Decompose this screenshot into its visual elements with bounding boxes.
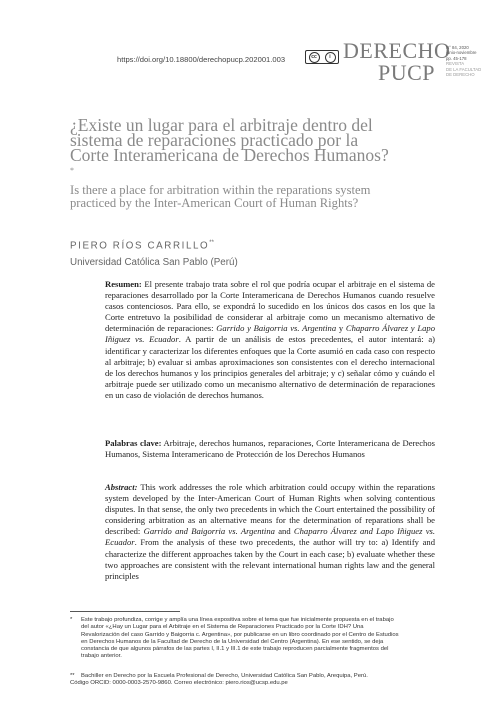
resumen-case-2: Chaparro Álvarez y Lapo Iñiguez vs. Ecuador [105, 323, 435, 345]
issue-pages: pp. 45-178 [446, 55, 467, 61]
journal-subtitle-3: DE DERECHO [446, 72, 475, 78]
abstract-paragraph [105, 482, 435, 582]
issue-number: N° 84, 2020 [446, 45, 469, 50]
abstract-label: Abstract: [105, 482, 138, 492]
footnote-2-orcid: Código ORCID: 0000-0003-2570-9860. Correo electrónico: piero.rios@ucsp.edu.pe [70, 680, 288, 687]
keywords-text: Arbitraje, derechos humanos, reparaciones, Corte Interamericana de Derechos Humanos, Sistema Interamericano de Protección de los Derechos Humanos [105, 438, 435, 460]
abstract-case-1: Garrido and Baigorria vs. Argentina [143, 526, 275, 537]
title-spanish [70, 115, 390, 182]
author-name-text: PIERO RÍOS CARRILLO [70, 240, 210, 252]
issue-period: junio-noviembre [446, 50, 477, 56]
author-name [70, 240, 214, 251]
keywords-label: Palabras clave: [105, 438, 162, 448]
footnote-1 [70, 617, 400, 661]
title-footnote-mark: * [70, 166, 74, 175]
resumen-case-1: Garrido y Baigorria vs. Argentina [216, 323, 337, 334]
journal-subtitle-2: DE LA FACULTAD [446, 66, 482, 72]
doi-link[interactable]: https://doi.org/10.18800/derechopucp.202001.003 [117, 55, 286, 64]
journal-logo-pucp: PUCP [378, 60, 436, 85]
resumen-text-3: . A partir de un análisis de estos precedentes, el autor intentará: a) identificar y caracterizar los diferentes enfoques que la Corte asumió en cada caso con respecto al arbitraje; b) evaluar si ambas aproximaciones son consistentes con el derecho internacional de los derechos humanos y los principios generales del arbitraje; y c) señalar cómo y cuándo el arbitraje puede ser utilizado como un mecanismo alternativo de determinación de reparaciones en un caso de violación de derechos humanos. [105, 334, 435, 400]
author-footnote-mark: ** [209, 240, 214, 246]
title-english: Is there a place for arbitration within the reparations system practiced by the Inter-American Court of Human Rights? [70, 183, 371, 211]
cc-icon: cc [309, 52, 320, 63]
footnote-1-mark: * [70, 617, 73, 623]
journal-logo-derecho: DERECHO [343, 38, 451, 63]
resumen-paragraph [105, 279, 435, 401]
title-spanish-text: ¿Existe un lugar para el arbitraje dentro del sistema de reparaciones practicado por la Corte Interamericana de Derechos Humanos? [70, 115, 389, 165]
author-affiliation: Universidad Católica San Pablo (Perú) [70, 257, 238, 268]
resumen-label: Resumen: [105, 279, 142, 289]
footnote-2-text: Bachiller en Derecho por la Escuela Profesional de Derecho, Universidad Católica San Pablo, Arequipa, Perú. [81, 673, 368, 679]
footnote-1-text: Este trabajo profundiza, corrige y amplía una línea expositiva sobre el tema que fue inicialmente propuesta en el trabajo del autor «¿Hay un Lugar para el Arbitraje en el Sistema de Reparaciones Practicado por la Corte IDH? Una Revalorización del caso Garrido y Baigorria c. Argentina», por publicarse en un libro coordinado por el Centro de Estudios en Derechos Humanos de la Facultad de Derecho de la Universidad del Centro (Argentina). En ese sentido, se deja constancia de que algunos párrafos de las partes I, II.1 y III.1 de este trabajo reproducen parcialmente fragmentos del trabajo anterior. [81, 617, 399, 660]
abstract-text-3: . From the analysis of these two precedents, the author will try to: a) Identify and characterize the different approaches taken by the Court in each case; b) evaluate whether these two approaches are consistent with the relevant international human rights law and the general principles [105, 537, 435, 581]
keywords-paragraph [105, 438, 435, 460]
resumen-text-2: y [336, 323, 346, 334]
abstract-text-1: This work addresses the role which arbitration could occupy within the reparations system developed by the Inter-American Court of Human Rights when solving contentious disputes. In that sense, the only two precedents in which the Court entertained the possibility of considering arbitration as an alternative means for the determination of reparations shall be described: [105, 482, 435, 537]
issue-info [446, 45, 481, 77]
footnote-divider [70, 611, 180, 612]
footnote-2 [70, 673, 400, 688]
journal-subtitle-1: REVISTA [446, 61, 465, 67]
footnote-2-mark: ** [70, 673, 75, 679]
abstract-case-2: Chaparro Álvarez and Lapo Iñiguez vs. Ecuador [105, 526, 436, 548]
abstract-text-2: and [274, 526, 294, 537]
resumen-text-1: El presente trabajo trata sobre el rol que podría ocupar el arbitraje en el sistema de reparaciones desarrollado por la Corte Interamericana de Derechos Humanos cuando resuelve casos contenciosos. Para ello, se expondrá lo sucedido en los únicos dos casos en los que la Corte entretuvo la posibilidad de considerar al arbitraje como un mecanismo alternativo de determinación de reparaciones: [105, 279, 435, 334]
creative-commons-badge [305, 50, 339, 64]
by-icon: i [325, 52, 336, 63]
